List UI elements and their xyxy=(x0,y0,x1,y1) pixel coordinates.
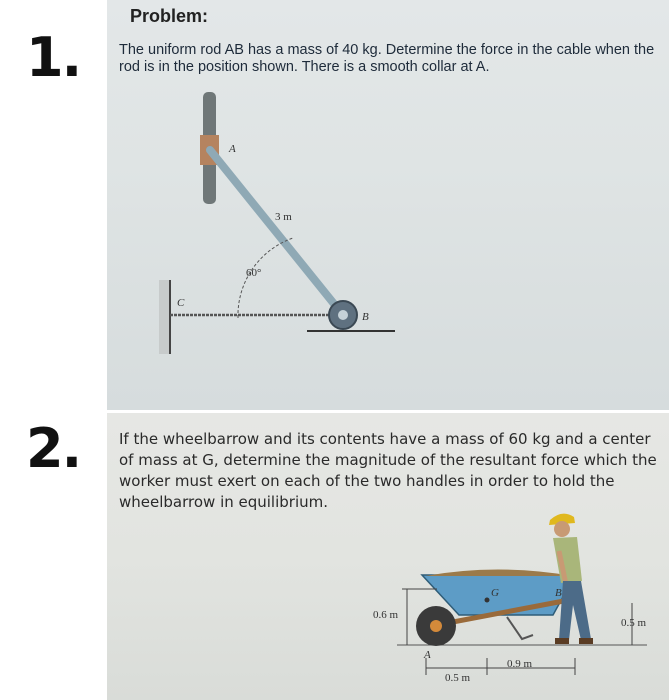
label-angle: 60° xyxy=(246,267,262,279)
support-leg xyxy=(507,617,533,639)
wall-c xyxy=(159,280,169,354)
label-b: B xyxy=(555,587,562,599)
dim-horizontal-05: 0.5 m xyxy=(445,672,471,684)
label-length: 3 m xyxy=(275,211,292,223)
load xyxy=(425,570,573,577)
rod-collar-diagram xyxy=(107,0,669,410)
problem-1-photo xyxy=(107,0,669,410)
dim-height-06: 0.6 m xyxy=(373,609,399,621)
problem-2-photo xyxy=(107,413,669,700)
dim-horizontal-09: 0.9 m xyxy=(507,658,533,670)
center-of-mass xyxy=(485,598,490,603)
rod-ab xyxy=(210,150,343,315)
label-c: C xyxy=(177,297,185,309)
label-g: G xyxy=(491,587,499,599)
dim-height-05: 0.5 m xyxy=(621,617,647,629)
label-a: A xyxy=(229,143,236,155)
problem-heading: Problem: xyxy=(130,6,209,26)
problem-2-statement: If the wheelbarrow and its contents have a mass of 60 kg and a center of mass at G, determine the magnitude of the resultant force which the worker must exert on each of the two handles in order to hold the wheelbarrow in equilibrium. xyxy=(119,430,657,511)
label-a: A xyxy=(424,649,431,661)
problem-1-statement: The uniform rod AB has a mass of 40 kg. Determine the force in the cable when the rod is in the position shown. There is a smooth collar at A. xyxy=(119,42,655,75)
wheelbarrow-diagram xyxy=(107,413,669,700)
problem-1-number: 1. xyxy=(26,26,81,89)
problem-2-number: 2. xyxy=(26,417,81,480)
label-b: B xyxy=(362,311,369,323)
